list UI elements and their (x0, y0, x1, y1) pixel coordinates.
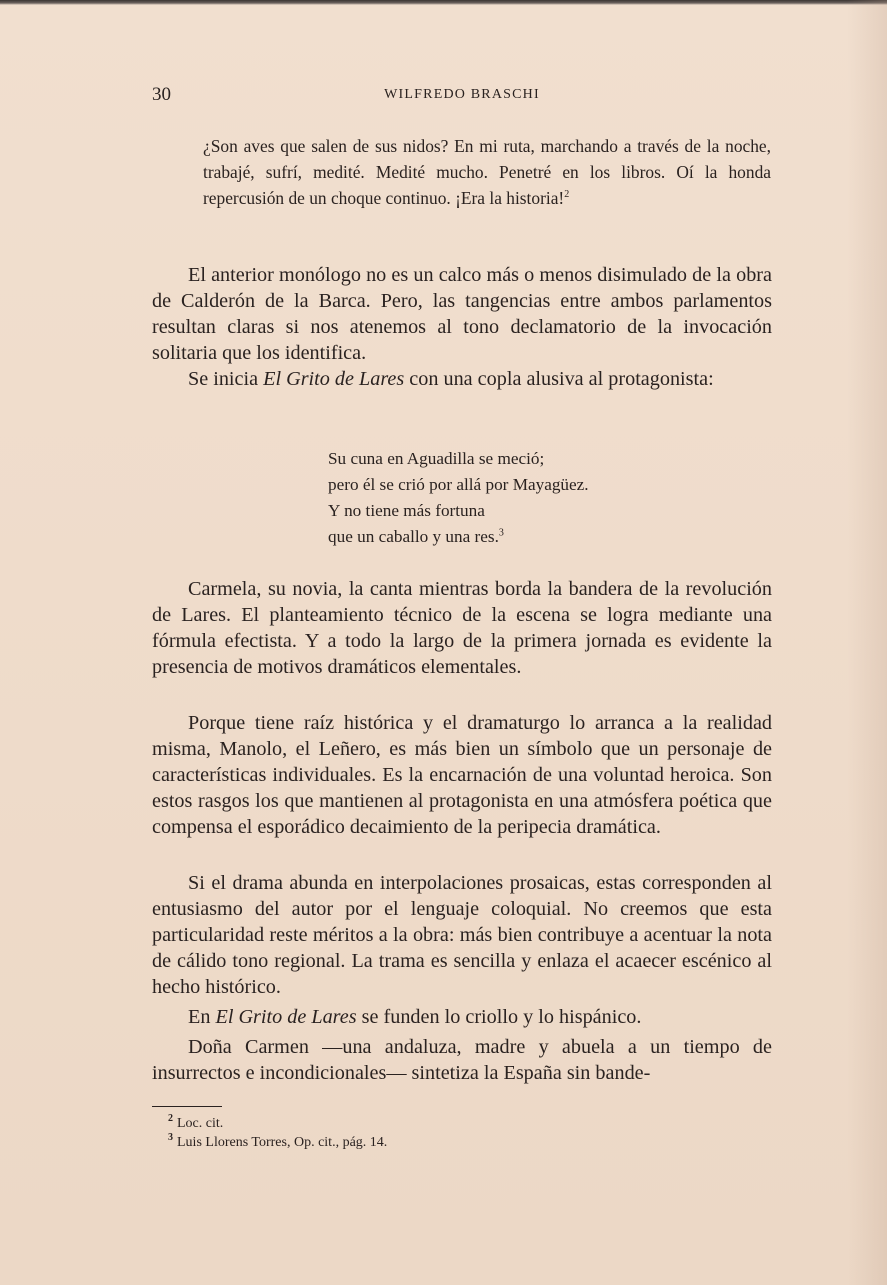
paragraph-copla-intro (152, 366, 772, 392)
footnote-text: Loc. cit. (177, 1116, 224, 1131)
copla-verse (328, 446, 768, 550)
paragraph-interpolaciones: Si el drama abunda en interpolaciones prosaicas, estas corresponden al entusiasmo del autor por el lenguaje coloquial. No creemos que esta particularidad reste méritos a la obra: más bien contribuye a acentuar la nota de cálido tono regional. La trama es sencilla y enlaza el acaecer escénico al hecho histórico. (152, 872, 772, 998)
paragraph-copla-intro-end: con una copla alusiva al protagonista: (404, 368, 714, 390)
footnote-mark: 2 (168, 1113, 173, 1125)
paragraph-criollo-start: En (188, 1006, 216, 1028)
paragraph-carmela: Carmela, su novia, la canta mientras borda la bandera de la revolución de Lares. El planteamiento técnico de la escena se logra mediante una fórmula efectista. Y a todo la largo de la primera jornada es evidente la presencia de motivos dramáticos elementales. (152, 578, 772, 678)
page-right-edge (847, 0, 887, 1285)
verse-line-text: que un caballo y una res. (328, 527, 499, 546)
work-title: El Grito de Lares (215, 1006, 357, 1028)
running-title: WILFREDO BRASCHI (384, 87, 540, 102)
page-top-edge (0, 0, 887, 5)
running-head (152, 84, 772, 108)
footnote-rule (152, 1106, 222, 1107)
paragraph-copla-intro-start: Se inicia (188, 368, 264, 390)
verse-note-ref: 3 (498, 527, 504, 539)
paragraph-manolo: Porque tiene raíz histórica y el dramaturgo lo arranca a la realidad misma, Manolo, el Leñero, es más bien un símbolo que un personaje de características individuales. Es la encarnación de una voluntad heroica. Son estos rasgos los que mantienen al protagonista en una atmósfera poética que compensa el esporádico decaimiento de la peripecia dramática. (152, 712, 772, 838)
footnote (168, 1133, 768, 1152)
verse-line: Su cuna en Aguadilla se meció; (328, 449, 545, 468)
work-title: El Grito de Lares (263, 368, 405, 390)
footnote (168, 1114, 768, 1133)
footnote-mark: 3 (168, 1132, 173, 1144)
verse-line: Y no tiene más fortuna (328, 501, 485, 520)
paragraph-dona-carmen: Doña Carmen —una andaluza, madre y abuela a un tiempo de insurrectos e incondicionales— sintetiza la España sin bande- (152, 1036, 772, 1084)
paragraph-monologue: El anterior monólogo no es un calco más o menos disimulado de la obra de Calderón de la Barca. Pero, las tangencias entre ambos parlamentos resultan claras si nos atenemos al tono declamatorio de la invocación solitaria que los identifica. (152, 264, 772, 364)
verse-line (328, 524, 768, 550)
footnotes (168, 1114, 768, 1152)
quote-note-ref: 2 (564, 189, 570, 201)
paragraph-criollo (152, 1004, 772, 1030)
verse-line: pero él se crió por allá por Mayagüez. (328, 475, 589, 494)
quote-text: ¿Son aves que salen de sus nidos? En mi ruta, marchando a través de la noche, trabajé, sufrí, medité. Medité mucho. Penetré en los libros. Oí la honda repercusión de un choque continuo. ¡Era la historia! (203, 136, 771, 208)
footnote-text: Luis Llorens Torres, Op. cit., pág. 14. (177, 1135, 388, 1150)
paragraph-criollo-end: se funden lo criollo y lo hispánico. (356, 1006, 642, 1028)
page-number: 30 (152, 84, 171, 105)
block-quote (203, 133, 771, 211)
